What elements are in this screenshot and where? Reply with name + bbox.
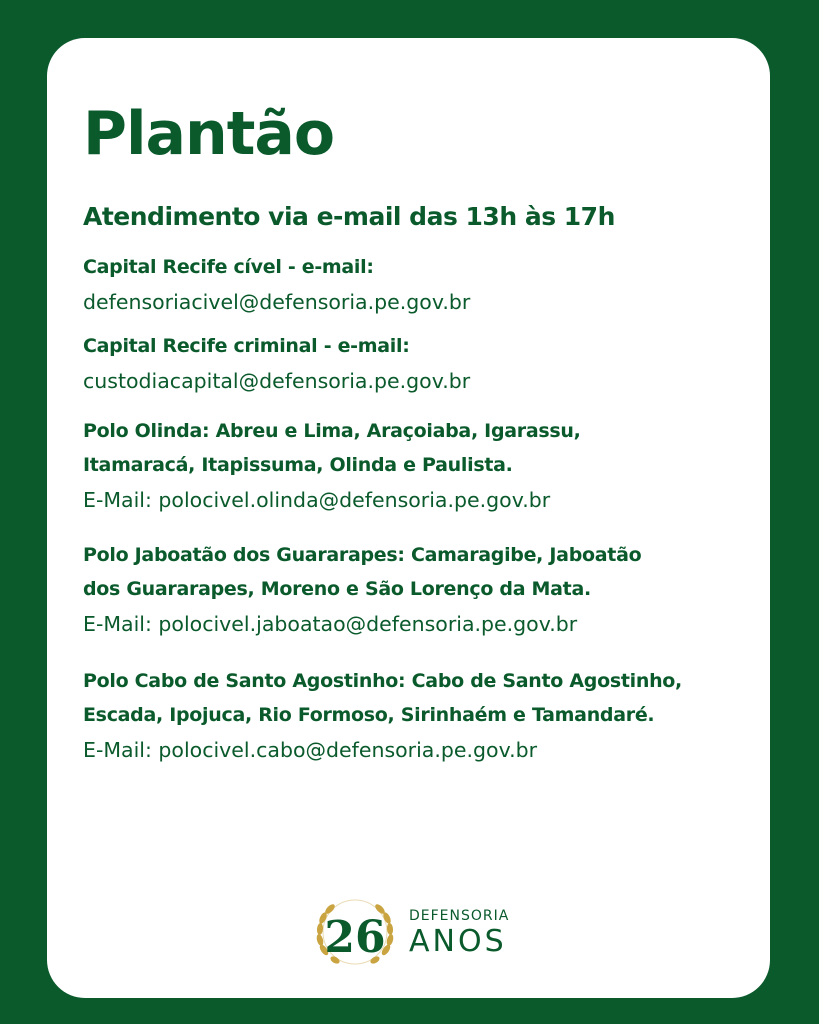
- entry-label-line1: Polo Jaboatão dos Guararapes: Camaragibe, Jaboatão: [83, 544, 642, 566]
- page-subtitle: Atendimento via e-mail das 13h às 17h: [83, 202, 615, 231]
- entry-label-line1: Polo Olinda: Abreu e Lima, Araçoiaba, Igarassu,: [83, 420, 581, 442]
- entry-polo-jaboatao: [83, 538, 763, 642]
- entry-label: Capital Recife criminal - e-mail:: [83, 335, 410, 357]
- entry-email: E-Mail: polocivel.jaboatao@defensoria.pe.gov.br: [83, 612, 578, 636]
- logo-text-defensoria: DEFENSORIA: [409, 908, 510, 924]
- entry-label-line2: Escada, Ipojuca, Rio Formoso, Sirinhaém e Tamandaré.: [83, 704, 655, 726]
- logo-number: 26: [324, 912, 386, 963]
- page-title: Plantão: [83, 99, 335, 169]
- defensoria-26-anos-logo: [305, 892, 520, 972]
- content-card: [47, 38, 770, 998]
- entry-email: E-Mail: polocivel.olinda@defensoria.pe.gov.br: [83, 488, 551, 512]
- entry-capital-civel: [83, 250, 763, 320]
- entry-label-line1: Polo Cabo de Santo Agostinho: Cabo de Santo Agostinho,: [83, 670, 682, 692]
- entry-email: defensoriacivel@defensoria.pe.gov.br: [83, 290, 471, 314]
- laurel-wreath-icon: [305, 892, 405, 972]
- entry-email: custodiacapital@defensoria.pe.gov.br: [83, 369, 471, 393]
- entry-label: Capital Recife cível - e-mail:: [83, 256, 374, 278]
- entry-polo-olinda: [83, 414, 763, 518]
- entry-label-line2: Itamaracá, Itapissuma, Olinda e Paulista.: [83, 454, 513, 476]
- entry-polo-cabo: [83, 664, 763, 768]
- entry-label-line2: dos Guararapes, Moreno e São Lorenço da Mata.: [83, 578, 591, 600]
- entry-capital-criminal: [83, 329, 763, 399]
- entry-email: E-Mail: polocivel.cabo@defensoria.pe.gov.br: [83, 738, 538, 762]
- logo-text-anos: ANOS: [409, 924, 507, 959]
